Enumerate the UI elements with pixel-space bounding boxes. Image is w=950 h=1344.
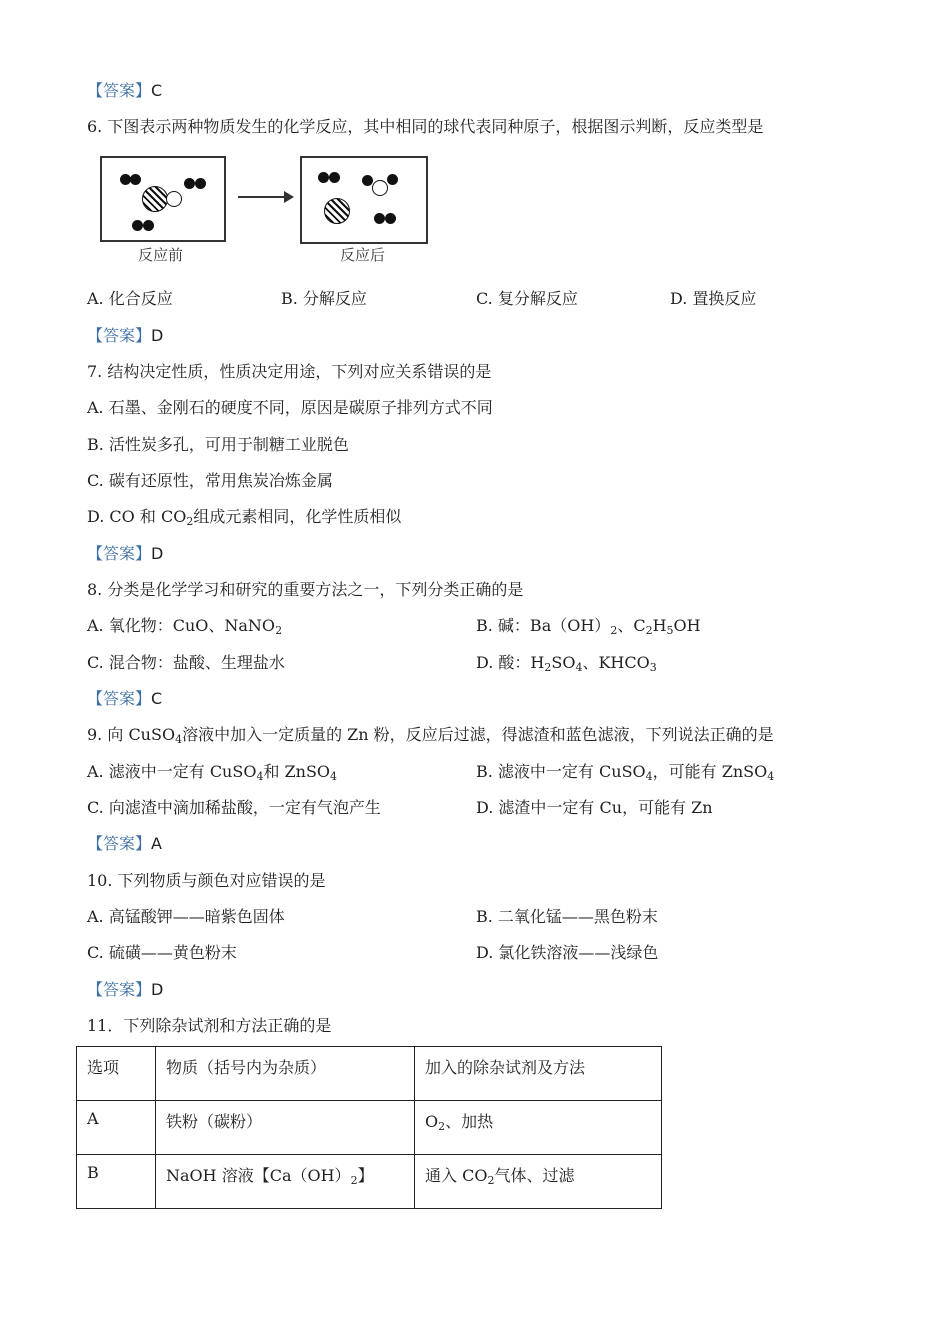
q7-d-prefix: D. CO 和 CO bbox=[87, 507, 187, 526]
reagent-text: 气体、过滤 bbox=[494, 1166, 575, 1185]
answer-value: D bbox=[151, 326, 164, 345]
q10-option-d: D. 氯化铁溶液——浅绿色 bbox=[476, 943, 659, 962]
subscript: 3 bbox=[649, 661, 657, 674]
q9-b-1: B. 滤液中一定有 CuSO bbox=[476, 762, 646, 781]
subscript: 2 bbox=[544, 661, 552, 674]
subscript: 2 bbox=[350, 1174, 358, 1187]
reaction-arrow bbox=[238, 196, 292, 198]
q6-option-d: D. 置换反应 bbox=[670, 289, 757, 308]
subscript: 4 bbox=[256, 770, 264, 783]
black-atom bbox=[362, 175, 373, 186]
q9-stem-1: 9. 向 CuSO bbox=[87, 725, 176, 744]
subscript: 4 bbox=[330, 770, 338, 783]
q9-a-2: 和 ZnSO bbox=[263, 762, 331, 781]
q8-d-tail: 、KHCO bbox=[582, 653, 650, 672]
q10-option-a: A. 高锰酸钾——暗紫色固体 bbox=[87, 907, 285, 926]
subscript: 4 bbox=[175, 733, 183, 746]
black-atom bbox=[385, 213, 396, 224]
answer-value: D bbox=[151, 544, 164, 563]
q9-option-d: D. 滤渣中一定有 Cu，可能有 Zn bbox=[476, 798, 713, 817]
answer-label: 【答案】 bbox=[87, 689, 152, 708]
subscript: 4 bbox=[575, 661, 583, 674]
answer-value: C bbox=[151, 689, 163, 708]
table-header-cell: 加入的除杂试剂及方法 bbox=[415, 1047, 662, 1101]
table-row bbox=[77, 1101, 662, 1155]
q8-b-text: B. 碱：Ba（OH） bbox=[476, 616, 611, 635]
hatched-atom bbox=[324, 198, 350, 224]
q8-option-a bbox=[87, 615, 282, 637]
q6-option-b: B. 分解反应 bbox=[281, 289, 367, 308]
before-caption: 反应前 bbox=[138, 246, 184, 264]
subscript: 4 bbox=[645, 770, 653, 783]
answer-label: 【答案】 bbox=[87, 81, 152, 100]
subscript: 2 bbox=[438, 1120, 446, 1133]
table-cell bbox=[156, 1155, 415, 1209]
after-box bbox=[300, 156, 428, 244]
answer-q10 bbox=[87, 979, 163, 1001]
q8-d-mid: SO bbox=[551, 653, 576, 672]
answer-q7 bbox=[87, 543, 163, 565]
answer-label: 【答案】 bbox=[87, 326, 152, 345]
q9-option-c: C. 向滤渣中滴加稀盐酸，一定有气泡产生 bbox=[87, 798, 381, 817]
q8-option-c: C. 混合物：盐酸、生理盐水 bbox=[87, 653, 285, 672]
table-cell bbox=[415, 1155, 662, 1209]
q8-option-d bbox=[476, 652, 657, 674]
q6-option-c: C. 复分解反应 bbox=[476, 289, 578, 308]
answer-q9 bbox=[87, 833, 162, 855]
table-cell: B bbox=[77, 1155, 156, 1209]
substance-text: NaOH 溶液【Ca（OH） bbox=[166, 1166, 351, 1185]
q9-option-a bbox=[87, 761, 337, 783]
q11-table bbox=[76, 1046, 662, 1209]
table-row bbox=[77, 1155, 662, 1209]
reagent-text: 、加热 bbox=[445, 1112, 494, 1131]
q8-b-tail: 、C bbox=[617, 616, 646, 635]
subscript: 2 bbox=[275, 624, 283, 637]
reagent-text: 通入 CO bbox=[425, 1166, 488, 1185]
q9-stem-2: 溶液中加入一定质量的 Zn 粉，反应后过滤，得滤渣和蓝色滤液，下列说法正确的是 bbox=[182, 725, 774, 744]
subscript: 5 bbox=[666, 624, 674, 637]
q9-a-1: A. 滤液中一定有 CuSO bbox=[87, 762, 257, 781]
q7-option-a: A. 石墨、金刚石的硬度不同，原因是碳原子排列方式不同 bbox=[87, 398, 493, 417]
table-header-row bbox=[77, 1047, 662, 1101]
q7-option-d bbox=[87, 506, 401, 528]
q7-stem: 7. 结构决定性质，性质决定用途，下列对应关系错误的是 bbox=[87, 362, 492, 381]
black-atom bbox=[132, 220, 143, 231]
subscript: 2 bbox=[645, 624, 653, 637]
white-atom bbox=[372, 180, 388, 196]
q8-b-tail: H bbox=[652, 616, 667, 635]
q8-stem: 8. 分类是化学学习和研究的重要方法之一，下列分类正确的是 bbox=[87, 580, 524, 599]
q8-option-b bbox=[476, 615, 701, 637]
q10-option-c: C. 硫磺——黄色粉末 bbox=[87, 943, 237, 962]
q7-d-suffix: 组成元素相同，化学性质相似 bbox=[193, 507, 402, 526]
reagent-text: O bbox=[425, 1112, 439, 1131]
answer-value: C bbox=[151, 81, 163, 100]
black-atom bbox=[318, 172, 329, 183]
black-atom bbox=[329, 172, 340, 183]
q11-stem: 11．下列除杂试剂和方法正确的是 bbox=[87, 1016, 332, 1035]
subscript: 2 bbox=[610, 624, 618, 637]
answer-q6 bbox=[87, 325, 163, 347]
black-atom bbox=[387, 174, 398, 185]
table-cell bbox=[415, 1101, 662, 1155]
white-atom bbox=[166, 191, 182, 207]
q6-option-a: A. 化合反应 bbox=[87, 289, 173, 308]
subscript: 2 bbox=[487, 1174, 495, 1187]
subscript: 4 bbox=[767, 770, 775, 783]
table-header-cell: 选项 bbox=[77, 1047, 156, 1101]
hatched-atom bbox=[142, 186, 168, 212]
q9-option-b bbox=[476, 761, 774, 783]
black-atom bbox=[130, 174, 141, 185]
black-atom bbox=[184, 178, 195, 189]
answer-value: D bbox=[151, 980, 164, 999]
answer-q8 bbox=[87, 688, 162, 710]
q10-stem: 10. 下列物质与颜色对应错误的是 bbox=[87, 871, 326, 890]
q8-b-tail: OH bbox=[673, 616, 701, 635]
q7-option-c: C. 碳有还原性，常用焦炭冶炼金属 bbox=[87, 471, 333, 490]
q7-option-b: B. 活性炭多孔，可用于制糖工业脱色 bbox=[87, 435, 349, 454]
black-atom bbox=[374, 213, 385, 224]
q8-a-text: A. 氧化物：CuO、NaNO bbox=[87, 616, 276, 635]
answer-q5 bbox=[87, 80, 162, 102]
table-cell: 铁粉（碳粉） bbox=[156, 1101, 415, 1155]
answer-label: 【答案】 bbox=[87, 834, 152, 853]
subscript: 2 bbox=[186, 515, 194, 528]
substance-text: 】 bbox=[357, 1166, 374, 1185]
answer-label: 【答案】 bbox=[87, 980, 152, 999]
q10-option-b: B. 二氧化锰——黑色粉末 bbox=[476, 907, 658, 926]
answer-label: 【答案】 bbox=[87, 544, 152, 563]
black-atom bbox=[195, 178, 206, 189]
black-atom bbox=[143, 220, 154, 231]
after-caption: 反应后 bbox=[340, 246, 386, 264]
table-cell: A bbox=[77, 1101, 156, 1155]
q9-stem bbox=[87, 724, 774, 746]
q9-b-2: ，可能有 ZnSO bbox=[652, 762, 768, 781]
answer-value: A bbox=[151, 834, 162, 853]
q8-d-text: D. 酸：H bbox=[476, 653, 545, 672]
table-header-cell: 物质（括号内为杂质） bbox=[156, 1047, 415, 1101]
before-box bbox=[100, 156, 226, 242]
q6-stem: 6. 下图表示两种物质发生的化学反应，其中相同的球代表同种原子，根据图示判断，反应类型是 bbox=[87, 117, 764, 136]
